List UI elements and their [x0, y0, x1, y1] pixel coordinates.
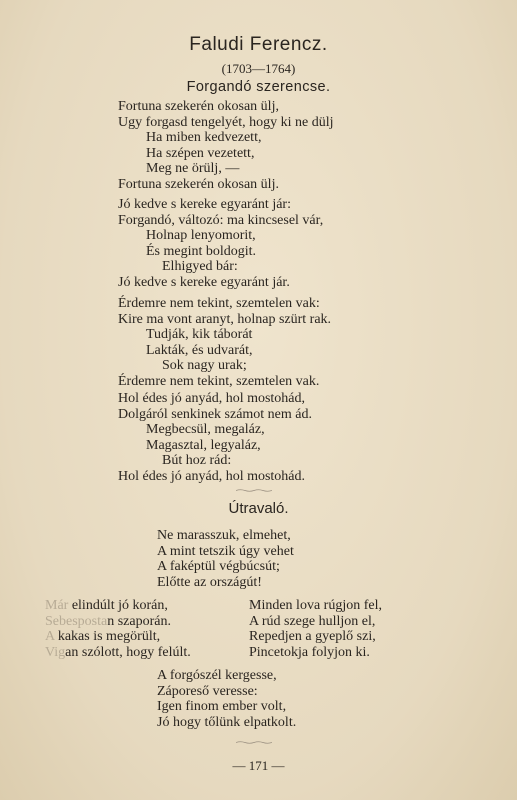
right-column-stanza	[249, 598, 382, 660]
verse-line: Ha szépen vezetett,	[146, 145, 255, 161]
verse-line: Fortuna szekerén okosan ülj.	[118, 176, 279, 192]
verse-line: Sok nagy urak;	[162, 358, 247, 373]
verse-line: Záporeső veresse:	[157, 683, 258, 699]
verse-line: Ugy forgasd tengelyét, hogy ki ne dülj	[118, 114, 334, 130]
verse-line: Pincetokja folyjon ki.	[249, 644, 370, 660]
verse-line: Érdemre nem tekint, szemtelen vak.	[118, 373, 320, 389]
verse-line: Meg ne örülj, —	[146, 161, 240, 176]
verse-line: Ha miben kedvezett,	[146, 130, 262, 145]
verse-line: Tudják, kik táborát	[146, 327, 253, 342]
verse-line	[45, 629, 191, 645]
faded-word: Vig	[45, 644, 66, 660]
verse-line: Elhigyed bár:	[162, 259, 238, 274]
verse-line: Hol édes jó anyád, hol mostohád,	[118, 391, 306, 406]
verse-line: Magasztal, legyaláz,	[146, 437, 261, 453]
verse-line: Hol édes jó anyád, hol mostohád.	[118, 468, 306, 484]
verse-fragment: elindúlt jó korán,	[71, 598, 168, 613]
verse-line: A mint tetszik úgy vehet	[157, 543, 294, 559]
verse-line: A faképtül végbúcsút;	[157, 559, 280, 574]
faded-word: A	[45, 629, 55, 644]
verse-line	[45, 645, 191, 661]
faded-word: Már	[45, 598, 69, 613]
author-years: (1703—1764)	[221, 61, 296, 76]
verse-line	[45, 598, 191, 614]
verse-fragment: n szaporán.	[107, 613, 171, 629]
verse-line: Holnap lenyomorit,	[146, 228, 256, 243]
verse-line: Repedjen a gyeplő szi,	[249, 629, 376, 644]
verse-line: Jó hogy tőlünk elpatkolt.	[157, 714, 297, 730]
verse-line: Igen finom ember volt,	[157, 699, 287, 714]
verse-line: Jó kedve s kereke egyaránt jár.	[118, 274, 290, 290]
verse-line: Bút hoz rád:	[162, 453, 232, 468]
verse-line: Forgandó, változó: ma kincsesel vár,	[118, 212, 324, 228]
verse-line: Előtte az országút!	[157, 574, 262, 590]
poem-title: Forgandó szerencse.	[186, 79, 331, 95]
stanza-utravalo-3	[157, 668, 296, 730]
ornament-divider-icon	[236, 489, 272, 492]
stanza-4	[118, 391, 312, 484]
verse-fragment: kakas is megörült,	[57, 629, 161, 644]
stanza-3	[118, 296, 331, 389]
stanza-1	[118, 99, 334, 192]
ornament-divider-icon	[236, 741, 272, 744]
verse-line: Dolgáról senkinek számot nem ád.	[118, 406, 313, 422]
left-column-stanza	[45, 598, 191, 660]
verse-fragment: an szólott, hogy felúlt.	[65, 644, 191, 660]
verse-line: Minden lova rúgjon fel,	[249, 598, 382, 613]
faded-word: Sebesposta	[45, 613, 108, 629]
stanza-utravalo-1	[157, 528, 294, 590]
verse-line: Kire ma vont aranyt, holnap szürt rak.	[118, 311, 332, 327]
verse-line	[45, 614, 191, 630]
verse-line: A rúd szege hulljon el,	[249, 613, 376, 629]
verse-line: Lakták, és udvarát,	[146, 342, 253, 358]
verse-line: Ne marasszuk, elmehet,	[157, 528, 291, 543]
author-heading: Faludi Ferencz.	[189, 34, 328, 55]
verse-line: Megbecsül, megaláz,	[146, 422, 265, 437]
verse-line: Érdemre nem tekint, szemtelen vak:	[118, 296, 320, 311]
page-number: — 171 —	[232, 758, 285, 773]
verse-line: Jó kedve s kereke egyaránt jár:	[118, 197, 291, 212]
verse-line: A forgószél kergesse,	[157, 668, 277, 683]
second-poem-title: Útravaló.	[228, 500, 289, 517]
verse-line: És megint boldogit.	[146, 243, 257, 259]
verse-line: Fortuna szekerén okosan ülj,	[118, 99, 279, 114]
stanza-2	[118, 197, 323, 290]
